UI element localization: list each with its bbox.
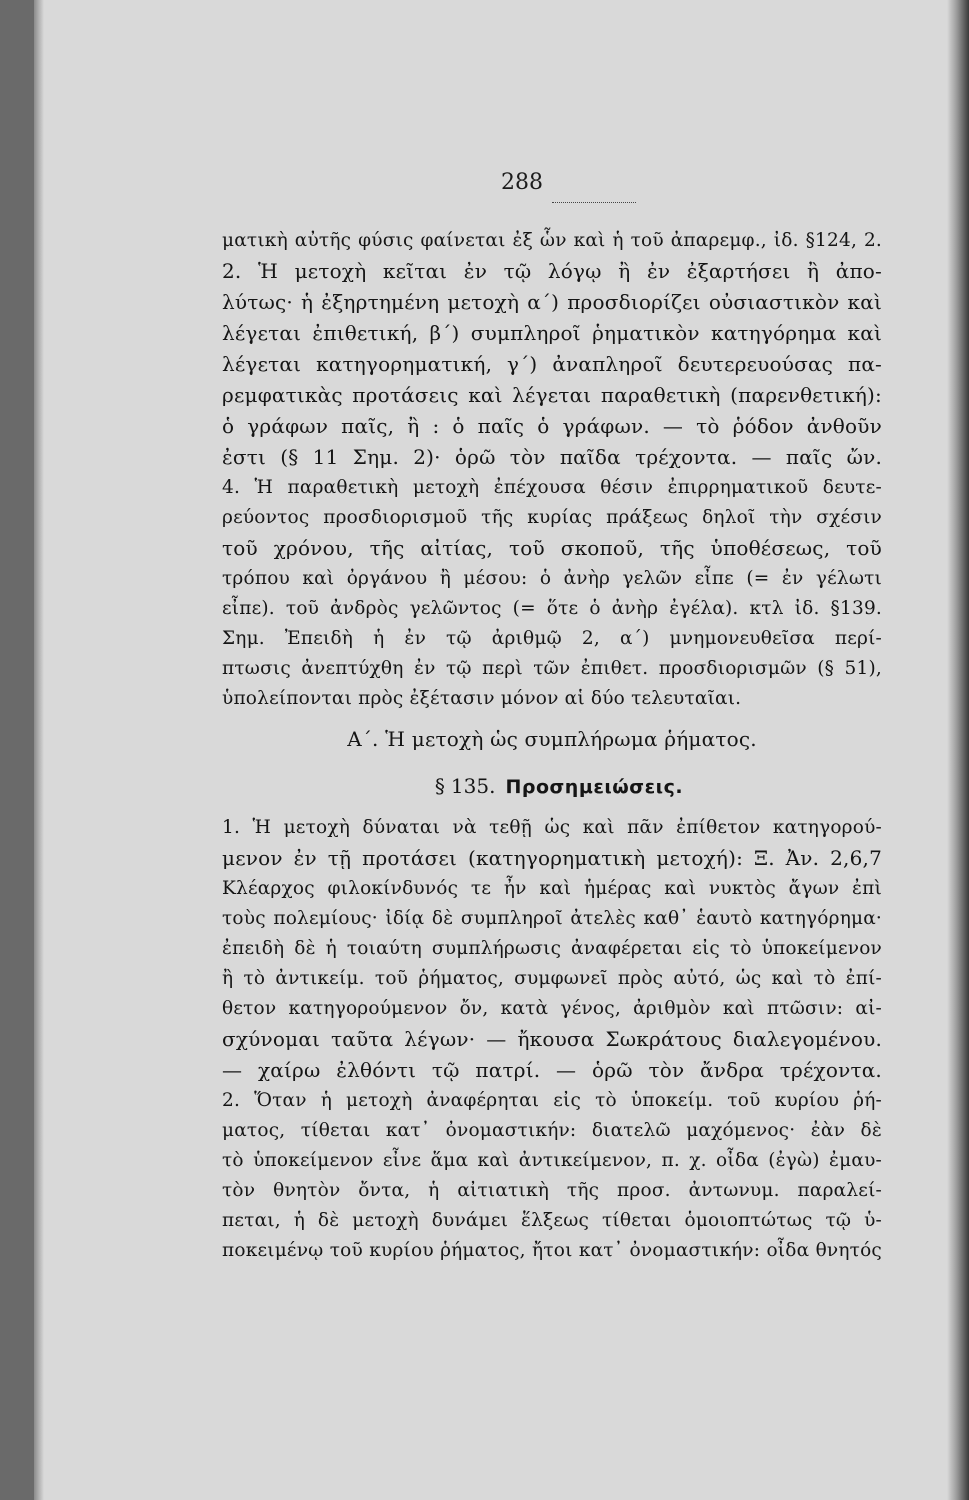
section-number: 135. bbox=[450, 774, 496, 798]
text-line: σχύνομαι ταῦτα λέγων· — ἤκουσα Σωκράτους διαλεγομένου. bbox=[222, 1027, 882, 1051]
page-text bbox=[222, 226, 882, 1266]
text-line: πεται, ἡ δὲ μετοχὴ δυνάμει ἕλξεως τίθεται ὁμοιοπτώτως τῷ ὑ- bbox=[222, 1210, 882, 1231]
page-edge-shadow-right bbox=[947, 0, 969, 1500]
text-line: τὸν θνητὸν ὄντα, ἡ αἰτιατικὴ τῆς προσ. ἀντωνυμ. παραλεί- bbox=[222, 1180, 882, 1201]
section-sign: § bbox=[434, 774, 445, 798]
text-line: μενον ἐν τῇ προτάσει (κατηγορηματικὴ μετοχή): Ξ. Ἀν. 2,6,7 bbox=[222, 846, 882, 870]
text-line: λύτως· ἡ ἐξηρτημένη μετοχὴ α΄) προσδιορίζει οὐσιαστικὸν καὶ bbox=[222, 290, 882, 314]
text-line: λέγεται ἐπιθετική, β΄) συμπληροῖ ῥηματικὸν κατηγόρημα καὶ bbox=[222, 321, 882, 345]
text-line: — χαίρω ἐλθόντι τῷ πατρί. — ὁρῶ τὸν ἄνδρα τρέχοντα. bbox=[222, 1058, 882, 1082]
text-line: ρεμφατικὰς προτάσεις καὶ λέγεται παραθετικὴ (παρενθετική): bbox=[222, 383, 882, 407]
text-line: 4. Ἡ παραθετικὴ μετοχὴ ἐπέχουσα θέσιν ἐπιρρηματικοῦ δευτε- bbox=[222, 477, 882, 498]
note-line: ὑπολείπονται πρὸς ἐξέτασιν μόνον αἱ δύο τελευταῖαι. bbox=[222, 688, 742, 709]
text-line: ἐπειδὴ δὲ ἡ τοιαύτη συμπλήρωσις ἀναφέρεται εἰς τὸ ὑποκείμενον bbox=[222, 938, 882, 959]
text-line: 2. Ὅταν ἡ μετοχὴ ἀναφέρηται εἰς τὸ ὑποκείμ. τοῦ κυρίου ῥή- bbox=[222, 1090, 882, 1111]
text-line: τοῦ χρόνου, τῆς αἰτίας, τοῦ σκοποῦ, τῆς ὑποθέσεως, τοῦ bbox=[222, 536, 882, 560]
text-line: εἶπε). τοῦ ἀνδρὸς γελῶντος (= ὅτε ὁ ἀνὴρ ἐγέλα). κτλ ἰδ. §139. bbox=[222, 598, 882, 619]
text-line: ἢ τὸ ἀντικείμ. τοῦ ῥήματος, συμφωνεῖ πρὸς αὐτό, ὡς καὶ τὸ ἐπί- bbox=[222, 968, 882, 989]
text-line: τρόπου καὶ ὀργάνου ἢ μέσου: ὁ ἀνὴρ γελῶν εἶπε (= ἐν γέλωτι bbox=[222, 568, 882, 589]
note-line: Σημ. Ἐπειδὴ ἡ ἐν τῷ ἀριθμῷ 2, α΄) μνημονευθεῖσα περί- bbox=[222, 628, 882, 649]
page-edge-shadow-left bbox=[34, 0, 44, 1500]
text-line: 2. Ἡ μετοχὴ κεῖται ἐν τῷ λόγῳ ἢ ἐν ἐξαρτήσει ἢ ἀπο- bbox=[222, 259, 882, 283]
text-line: τὸ ὑποκείμενον εἶνε ἅμα καὶ ἀντικείμενον, π. χ. οἶδα (ἐγὼ) ἐμαυ- bbox=[222, 1150, 882, 1171]
text-line: ποκειμένῳ τοῦ κυρίου ῥήματος, ἤτοι κατ᾽ ὀνομαστικήν: οἶδα θνητός bbox=[222, 1240, 882, 1261]
text-line: λέγεται κατηγορηματική, γ΄) ἀναπληροῖ δευτερευούσας πα- bbox=[222, 352, 882, 376]
text-line: ρεύοντος προσδιορισμοῦ τῆς κυρίας πράξεως δηλοῖ τὴν σχέσιν bbox=[222, 507, 882, 528]
text-line: ὁ γράφων παῖς, ἢ : ὁ παῖς ὁ γράφων. — τὸ ῥόδον ἀνθοῦν bbox=[222, 414, 882, 438]
text-line: ἐστι (§ 11 Σημ. 2)· ὁρῶ τὸν παῖδα τρέχοντα. — παῖς ὤν. bbox=[222, 445, 882, 469]
page-number: 288 bbox=[501, 170, 543, 195]
section-title: Προσημειώσεις. bbox=[505, 776, 684, 798]
page-number-rule bbox=[552, 202, 636, 203]
text-line: θετον κατηγορούμενον ὄν, κατὰ γένος, ἀριθμὸν καὶ πτῶσιν: αἰ- bbox=[222, 998, 882, 1019]
text-line: Κλέαρχος φιλοκίνδυνός τε ἦν καὶ ἡμέρας καὶ νυκτὸς ἄγων ἐπὶ bbox=[222, 878, 882, 899]
subheading: Α΄. Ἡ μετοχὴ ὡς συμπλήρωμα ῥήματος. bbox=[347, 727, 757, 751]
note-line: πτωσις ἀνεπτύχθη ἐν τῷ περὶ τῶν ἐπιθετ. προσδιορισμῶν (§ 51), bbox=[222, 658, 882, 679]
section-heading bbox=[236, 769, 882, 803]
text-line: 1. Ἡ μετοχὴ δύναται νὰ τεθῇ ὡς καὶ πᾶν ἐπίθετον κατηγορού- bbox=[222, 817, 882, 838]
text-line: ματικὴ αὐτῆς φύσις φαίνεται ἐξ ὧν καὶ ἡ τοῦ ἀπαρεμφ., ἰδ. §124, 2. bbox=[222, 230, 882, 251]
text-line: ματος, τίθεται κατ᾽ ὀνομαστικήν: διατελῶ μαχόμενος· ἐὰν δὲ bbox=[222, 1120, 882, 1141]
text-line: τοὺς πολεμίους· ἰδίᾳ δὲ συμπληροῖ ἀτελὲς καθ᾽ ἑαυτὸ κατηγόρημα· bbox=[222, 908, 882, 929]
